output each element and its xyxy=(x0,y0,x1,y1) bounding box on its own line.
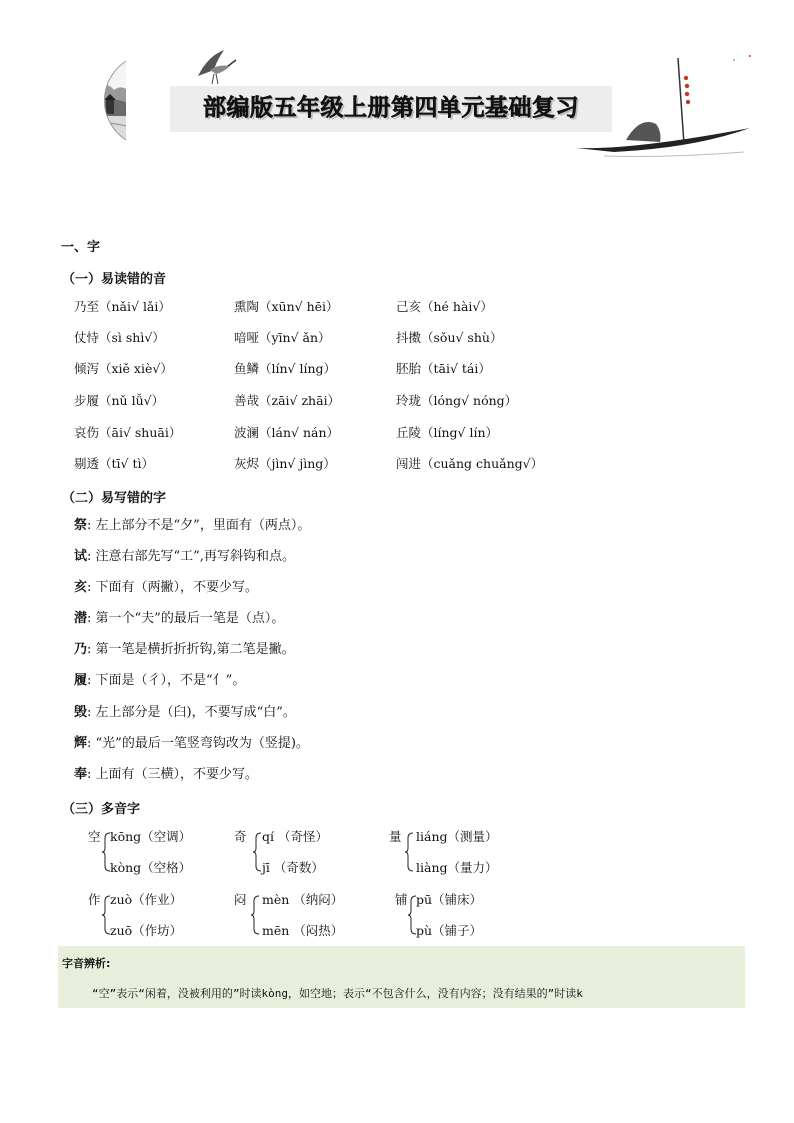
pinyin-item: 波澜（lán√ nán） xyxy=(234,425,339,440)
landscape-fan-decoration xyxy=(74,60,130,142)
polyphone-reading: qí （奇怪） xyxy=(262,829,328,844)
pinyin-item: 丘陵（líng√ lín） xyxy=(396,425,499,440)
rule-text: : 下面是（彳），不是“亻”。 xyxy=(87,673,246,688)
analysis-text: “空”表示“闲着，没被利用的”时读kòng，如空地；表示“不包含什么，没有内容；没有结果的”时读k xyxy=(92,987,583,1000)
writing-rule xyxy=(74,705,296,721)
pinyin-item: 善哉（zāi√ zhāi） xyxy=(234,393,341,408)
writing-rule xyxy=(74,642,295,658)
polyphone-char: 闷 xyxy=(234,892,247,907)
subsection-heading-polyphones: （三）多音字 xyxy=(62,802,141,817)
pinyin-item: 己亥（hé hài√） xyxy=(396,299,493,314)
polyphone-reading: jī （奇数） xyxy=(262,860,324,875)
rule-char: 乃 xyxy=(74,642,88,657)
rule-text: : 左上部分不是“夕”，里面有（两点）。 xyxy=(87,518,311,533)
polyphone-char: 作 xyxy=(88,892,101,907)
polyphone-reading: zuō（作坊） xyxy=(110,923,183,938)
rule-text: : 上面有（三横），不要少写。 xyxy=(87,767,259,782)
polyphone-reading: liáng（测量） xyxy=(416,829,498,844)
pinyin-item: 倾泻（xiě xiè√） xyxy=(74,361,173,376)
rule-char: 毁 xyxy=(74,705,88,720)
rule-text: : 下面有（两撇），不要少写。 xyxy=(87,580,259,595)
rule-char: 潜 xyxy=(74,611,88,626)
analysis-title: 字音辨析: xyxy=(62,957,111,970)
pinyin-item: 闯进（cuǎng chuǎng√） xyxy=(396,456,544,471)
rule-char: 履 xyxy=(74,673,88,688)
brace-icon xyxy=(404,832,414,872)
polyphone-reading: liàng（量力） xyxy=(416,860,498,875)
rule-char: 亥 xyxy=(74,580,88,595)
rule-char: 奉 xyxy=(74,767,88,782)
pinyin-item: 鱼鳞（lín√ líng） xyxy=(234,361,337,376)
polyphone-reading: mèn （纳闷） xyxy=(262,892,344,907)
pinyin-item: 抖擞（sǒu√ shù） xyxy=(396,330,503,345)
polyphone-reading: pū（铺床） xyxy=(416,892,483,907)
rule-char: 祭 xyxy=(74,518,88,533)
rule-char: 试 xyxy=(74,549,88,564)
polyphone-reading: kōng（空调） xyxy=(110,829,192,844)
pinyin-item: 胚胎（tāi√ tái） xyxy=(396,361,491,376)
writing-rule xyxy=(74,736,309,752)
polyphone-reading: kòng（空格） xyxy=(110,860,192,875)
pinyin-item: 哀伤（āi√ shuāi） xyxy=(74,425,182,440)
writing-rule xyxy=(74,673,245,689)
writing-rule xyxy=(74,767,258,783)
rule-char: 辉 xyxy=(74,736,88,751)
pinyin-item: 玲珑（lóng√ nóng） xyxy=(396,393,518,408)
polyphone-char: 空 xyxy=(88,829,101,844)
brace-icon xyxy=(250,895,260,935)
pinyin-item: 乃至（nǎi√ lǎi） xyxy=(74,299,171,314)
pinyin-item: 步履（nǔ lǚ√） xyxy=(74,393,165,408)
pinyin-item: 剔透（tī√ tì） xyxy=(74,456,154,471)
writing-rule xyxy=(74,580,258,596)
rule-text: : 第一个“夫”的最后一笔是（点）。 xyxy=(87,611,285,626)
section-heading-characters: 一、字 xyxy=(61,240,101,255)
polyphone-char: 量 xyxy=(389,829,402,844)
crane-decoration xyxy=(194,46,238,86)
rule-text: : 第一笔是横折折折钩,第二笔是撇。 xyxy=(87,642,295,657)
polyphone-char: 铺 xyxy=(395,892,408,907)
page-title: 部编版五年级上册第四单元基础复习 xyxy=(203,95,579,121)
subsection-heading-pronunciation: （一）易读错的音 xyxy=(62,272,167,287)
subsection-heading-writing: （二）易写错的字 xyxy=(62,491,167,506)
pinyin-item: 灰烬（jìn√ jìng） xyxy=(234,456,336,471)
polyphone-reading: pù（铺子） xyxy=(416,923,483,938)
polyphone-reading: mēn （闷热） xyxy=(262,923,344,938)
writing-rule xyxy=(74,611,284,627)
pinyin-item: 喑哑（yīn√ ǎn） xyxy=(234,330,331,345)
boat-decoration xyxy=(574,52,754,164)
writing-rule xyxy=(74,549,295,565)
polyphone-char: 奇 xyxy=(234,829,247,844)
pinyin-item: 仗恃（sì shì√） xyxy=(74,330,165,345)
rule-text: : 注意右部先写“工”,再写斜钩和点。 xyxy=(87,549,295,564)
rule-text: : “光”的最后一笔竖弯钩改为（竖提)。 xyxy=(87,736,309,751)
brace-icon xyxy=(252,832,262,872)
rule-text: : 左上部分是（臼)，不要写成“白”。 xyxy=(87,705,296,720)
polyphone-reading: zuò（作业） xyxy=(110,892,183,907)
writing-rule xyxy=(74,518,310,534)
pinyin-item: 熏陶（xūn√ hēi） xyxy=(234,299,339,314)
